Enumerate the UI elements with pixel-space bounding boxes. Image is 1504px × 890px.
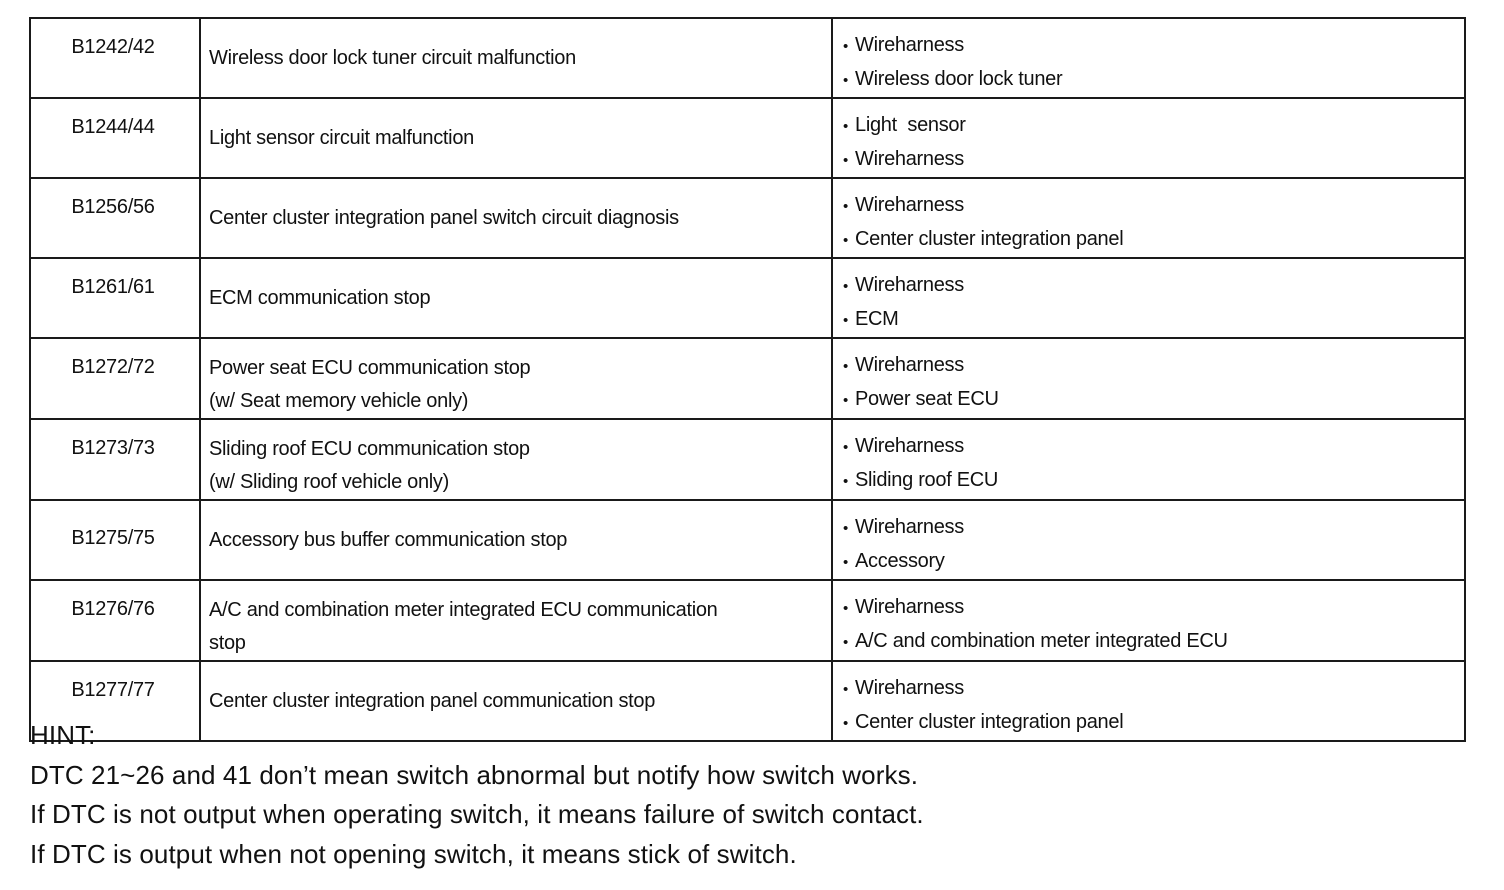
trouble-area-cell	[832, 338, 1465, 419]
detection-item-line: Accessory bus buffer communication stop	[209, 528, 568, 551]
trouble-area-item: • Wireharness	[843, 29, 1464, 63]
trouble-area-list	[833, 259, 1464, 337]
dtc-code: B1256/56	[71, 196, 155, 218]
trouble-area-list	[833, 19, 1464, 97]
trouble-area-item: • Wireharness	[843, 430, 1464, 464]
trouble-area-item: • Wireharness	[843, 591, 1464, 625]
hint-block	[30, 716, 1470, 874]
detection-item-line: Sliding roof ECU communication stop	[209, 438, 530, 460]
dtc-code: B1242/42	[71, 36, 155, 58]
dtc-code-cell	[30, 338, 200, 419]
trouble-area-cell	[832, 500, 1465, 580]
trouble-area-item: • Center cluster integration panel	[843, 223, 1464, 257]
detection-item-cell	[200, 500, 832, 580]
table-row	[30, 419, 1465, 500]
trouble-area-item: • Wireharness	[843, 189, 1464, 223]
trouble-area-item: • Power seat ECU	[843, 383, 1464, 417]
trouble-area-list	[833, 501, 1464, 579]
dtc-code-cell	[30, 258, 200, 338]
trouble-area-item: • Wireless door lock tuner	[843, 63, 1464, 97]
trouble-area-list	[833, 581, 1464, 659]
dtc-code: B1244/44	[71, 116, 155, 138]
detection-item-line: A/C and combination meter integrated ECU communication	[209, 599, 718, 621]
detection-item-line: (w/ Seat memory vehicle only)	[209, 390, 469, 412]
trouble-area-cell	[832, 18, 1465, 98]
dtc-code: B1276/76	[71, 598, 155, 620]
detection-item-cell	[200, 338, 832, 419]
detection-item-line: Center cluster integration panel switch circuit diagnosis	[209, 206, 679, 229]
detection-item-line: stop	[209, 632, 246, 654]
detection-item-line: Power seat ECU communication stop	[209, 357, 531, 379]
table-row	[30, 178, 1465, 258]
trouble-area-item: • Wireharness	[843, 672, 1464, 706]
dtc-code: B1272/72	[71, 356, 155, 378]
dtc-table	[29, 17, 1466, 742]
hint-line: If DTC is not output when operating switch, it means failure of switch contact.	[30, 799, 924, 829]
dtc-code-cell	[30, 178, 200, 258]
trouble-area-item: • Wireharness	[843, 269, 1464, 303]
trouble-area-item: • ECM	[843, 303, 1464, 337]
trouble-area-list	[833, 99, 1464, 177]
trouble-area-item: • Accessory	[843, 545, 1464, 579]
trouble-area-cell	[832, 178, 1465, 258]
dtc-code-cell	[30, 98, 200, 178]
dtc-code-cell	[30, 419, 200, 500]
detection-item-line: (w/ Sliding roof vehicle only)	[209, 471, 449, 493]
detection-item-line: Wireless door lock tuner circuit malfunction	[209, 46, 576, 69]
trouble-area-cell	[832, 580, 1465, 661]
trouble-area-list	[833, 179, 1464, 257]
dtc-code: B1273/73	[71, 437, 155, 459]
table-row	[30, 580, 1465, 661]
dtc-code-cell	[30, 500, 200, 580]
trouble-area-item: • A/C and combination meter integrated ECU	[843, 625, 1464, 659]
dtc-code: B1275/75	[71, 527, 155, 549]
detection-item-line: Center cluster integration panel communication stop	[209, 689, 656, 712]
detection-item-line: Light sensor circuit malfunction	[209, 126, 474, 149]
dtc-code-cell	[30, 580, 200, 661]
trouble-area-item: • Wireharness	[843, 349, 1464, 383]
trouble-area-list	[833, 339, 1464, 417]
table-row	[30, 338, 1465, 419]
dtc-code: B1261/61	[71, 276, 155, 298]
trouble-area-cell	[832, 98, 1465, 178]
hint-title: HINT:	[30, 720, 96, 750]
trouble-area-item: • Wireharness	[843, 143, 1464, 177]
trouble-area-list	[833, 420, 1464, 498]
detection-item-cell	[200, 178, 832, 258]
trouble-area-cell	[832, 419, 1465, 500]
table-row	[30, 258, 1465, 338]
trouble-area-item: • Sliding roof ECU	[843, 464, 1464, 498]
hint-line: If DTC is output when not opening switch, it means stick of switch.	[30, 838, 797, 869]
trouble-area-item: • Light sensor	[843, 109, 1464, 143]
detection-item-cell	[200, 258, 832, 338]
trouble-area-item: • Wireharness	[843, 511, 1464, 545]
detection-item-cell	[200, 18, 832, 98]
table-row	[30, 500, 1465, 580]
detection-item-cell	[200, 98, 832, 178]
detection-item-cell	[200, 419, 832, 500]
detection-item-cell	[200, 580, 832, 661]
dtc-code: B1277/77	[71, 679, 155, 701]
dtc-code-cell	[30, 18, 200, 98]
hint-line: DTC 21~26 and 41 don’t mean switch abnormal but notify how switch works.	[30, 759, 919, 790]
table-row	[30, 18, 1465, 98]
detection-item-line: ECM communication stop	[209, 286, 431, 309]
trouble-area-cell	[832, 258, 1465, 338]
table-row	[30, 98, 1465, 178]
trouble-area-item: • Center cluster integration panel	[843, 706, 1464, 740]
